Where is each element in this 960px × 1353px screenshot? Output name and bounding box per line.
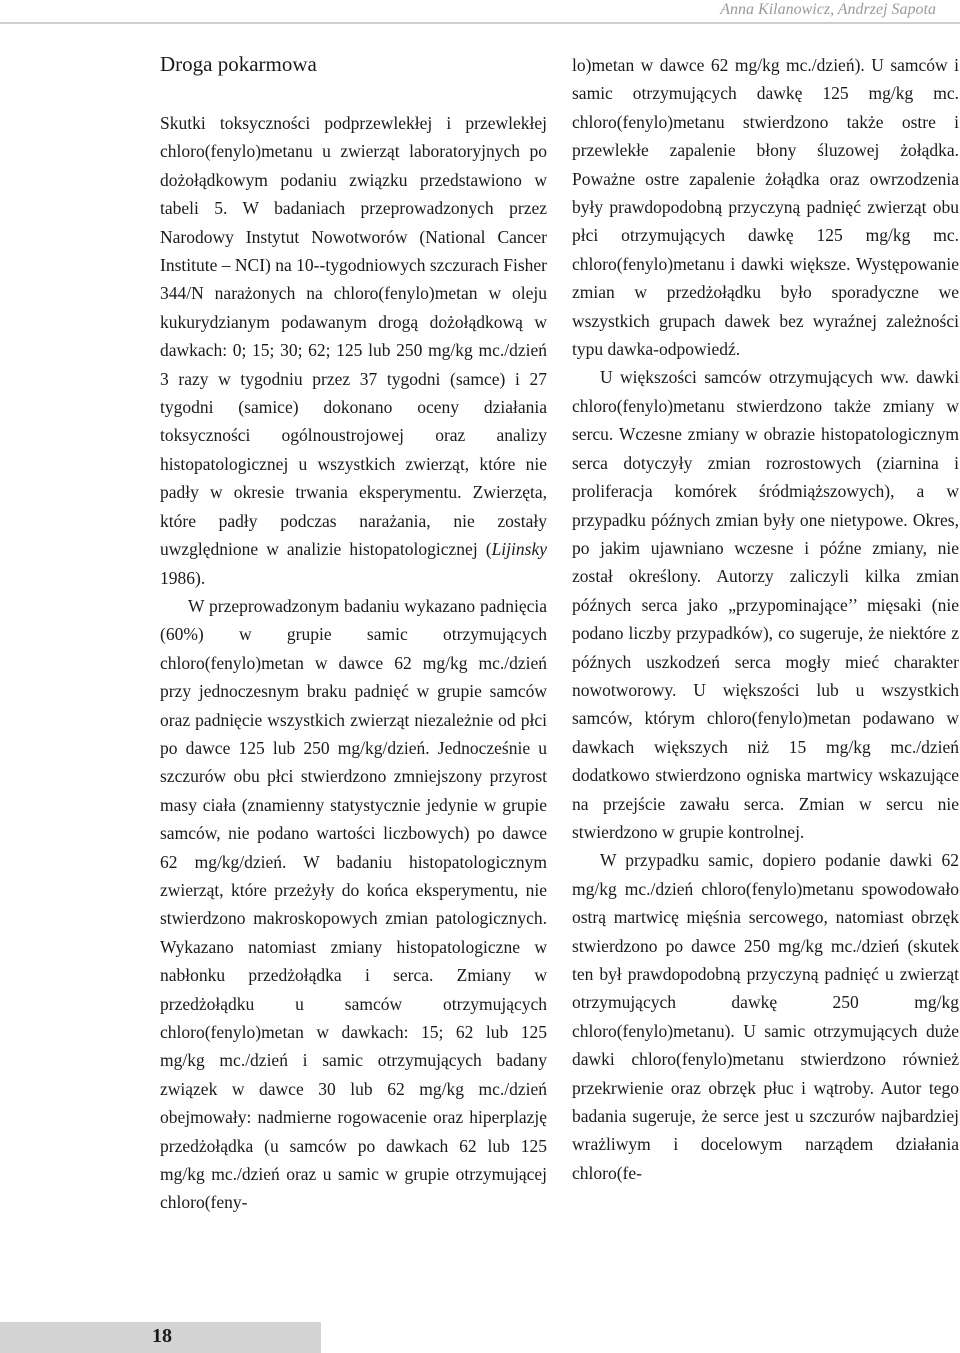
paragraph: W przeprowadzonym badaniu wykazano padnięcia (60%) w grupie samic otrzymujących chloro(fenylo)metan w dawce 62 mg/kg mc./dzień przy jednoczesnym braku padnięć w grupie samców oraz padnięcie wszystkich zwierząt niezależnie od płci po dawce 125 lub 250 mg/kg/dzień. Jednocześnie u szczurów obu płci stwierdzono zmniejszony przyrost masy ciała (znamienny statystycznie jedynie w grupie samców, nie podano wartości liczbowych) po dawce 62 mg/kg/dzień. W badaniu histopatologicznym zwierząt, które przeżyły do końca eksperymentu, nie stwierdzono makroskopowych zmian patologicznych. Wykazano natomiast zmiany histopatologiczne w nabłonku przedżołądka i serca. Zmiany w przedżołądku u samców otrzymujących chloro(fenylo)metan w dawkach: 15; 62 lub 125 mg/kg mc./dzień i samic otrzymujących badany związek w dawce 30 lub 62 mg/kg mc./dzień obejmowały: nadmierne rogowacenie oraz hiperplazję przedżołądka (u samców po dawkach 62 lub 125 mg/kg mc./dzień oraz u samic w grupie otrzymującej chloro(feny- <box>160 595 547 1213</box>
citation-tail: 1986). <box>160 567 206 588</box>
running-head: Anna Kilanowicz, Andrzej Sapota <box>720 1 936 18</box>
right-column <box>572 51 959 1187</box>
citation-author: Lijinsky <box>491 539 547 560</box>
section-heading: Droga pokarmowa <box>160 52 317 76</box>
paragraph-text: Skutki toksyczności podprzewlekłej i przewlekłej chloro(fenylo)metanu u zwierząt laboratoryjnych po dożołądkowym podaniu związku przedstawiono w tabeli 5. W badaniach przeprowadzonych przez Narodowy Instytut Nowotworów (National Cancer Institute – NCI) na 10--tygodniowych szczurach Fisher 344/N narażonych na chloro(fenylo)metan w oleju kukurydzianym podawanym drogą dożołądkową w dawkach: 0; 15; 30; 62; 125 lub 250 mg/kg mc./dzień 3 razy w tygodniu przez 37 tygodni (samce) i 27 tygodni (samice) dokonano oceny działania toksyczności ogólnoustrojowej oraz analizy histopatologicznej u wszystkich zwierząt, które nie padły w okresie trwania eksperymentu. Zwierzęta, które padły podczas narażania, nie zostały uwzględnione w analizie histopatologicznej ( <box>160 113 547 560</box>
paragraph: W przypadku samic, dopiero podanie dawki 62 mg/kg mc./dzień chloro(fenylo)metanu spowodowało ostrą martwicę mięśnia sercowego, natomiast obrzęk stwierdzono po dawce 250 mg/kg mc./dzień (skutek ten był prawdopodobną przyczyną padnięć u zwierząt otrzymujących dawkę 250 mg/kg chloro(fenylo)metanu). U samic otrzymujących duże dawki chloro(fenylo)metanu stwierdzono również przekrwienie oraz obrzęk płuc i wątroby. Autor tego badania sugeruje, że serce jest u szczurów najbardziej wrażliwym i docelowym narządem działania chloro(fe- <box>572 850 959 1183</box>
page-number: 18 <box>152 1325 172 1347</box>
paragraph <box>160 109 547 592</box>
left-column <box>160 50 547 1217</box>
paragraph: lo)metan w dawce 62 mg/kg mc./dzień). U samców i samic otrzymujących dawkę 125 mg/kg mc. chloro(fenylo)metanu stwierdzono także ostre i przewlekłe zapalenie błony śluzowej żołądka. Poważne ostre zapalenie żołądka oraz owrzodzenia były prawdopodobną przyczyną padnięć zwierząt obu płci otrzymujących dawkę 125 mg/kg mc. chloro(fenylo)metanu i dawki większe. Występowanie zmian w przedżołądku było sporadyczne we wszystkich grupach dawek bez wyraźnej zależności typu dawka-odpowiedź. <box>572 55 959 360</box>
paragraph: U większości samców otrzymujących ww. dawki chloro(fenylo)metanu stwierdzono także zmiany w sercu. Wczesne zmiany w obrazie histopatologicznym serca dotyczyły zmian rozrostowych (ziarnina i proliferacja komórek śródmiąższowych), a w przypadku późnych zmian były one nietypowe. Okres, po jakim ujawniano wczesne i późne zmiany, nie został określony. Autorzy zaliczyli kilka zmian późnych serca jako „przypominające’’ mięsaki (nie podano liczby przypadków), co sugeruje, że niektóre z późnych uszkodzeń serca mogły mieć charakter nowotworowy. U większości lub u wszystkich samców, którym chloro(fenylo)metan podawano w dawkach większych niż 15 mg/kg mc./dzień dodatkowo stwierdzono ogniska martwicy wskazujące na przejście zawału serca. Zmian w sercu nie stwierdzono w grupie kontrolnej. <box>572 367 959 842</box>
header-divider <box>0 22 960 24</box>
